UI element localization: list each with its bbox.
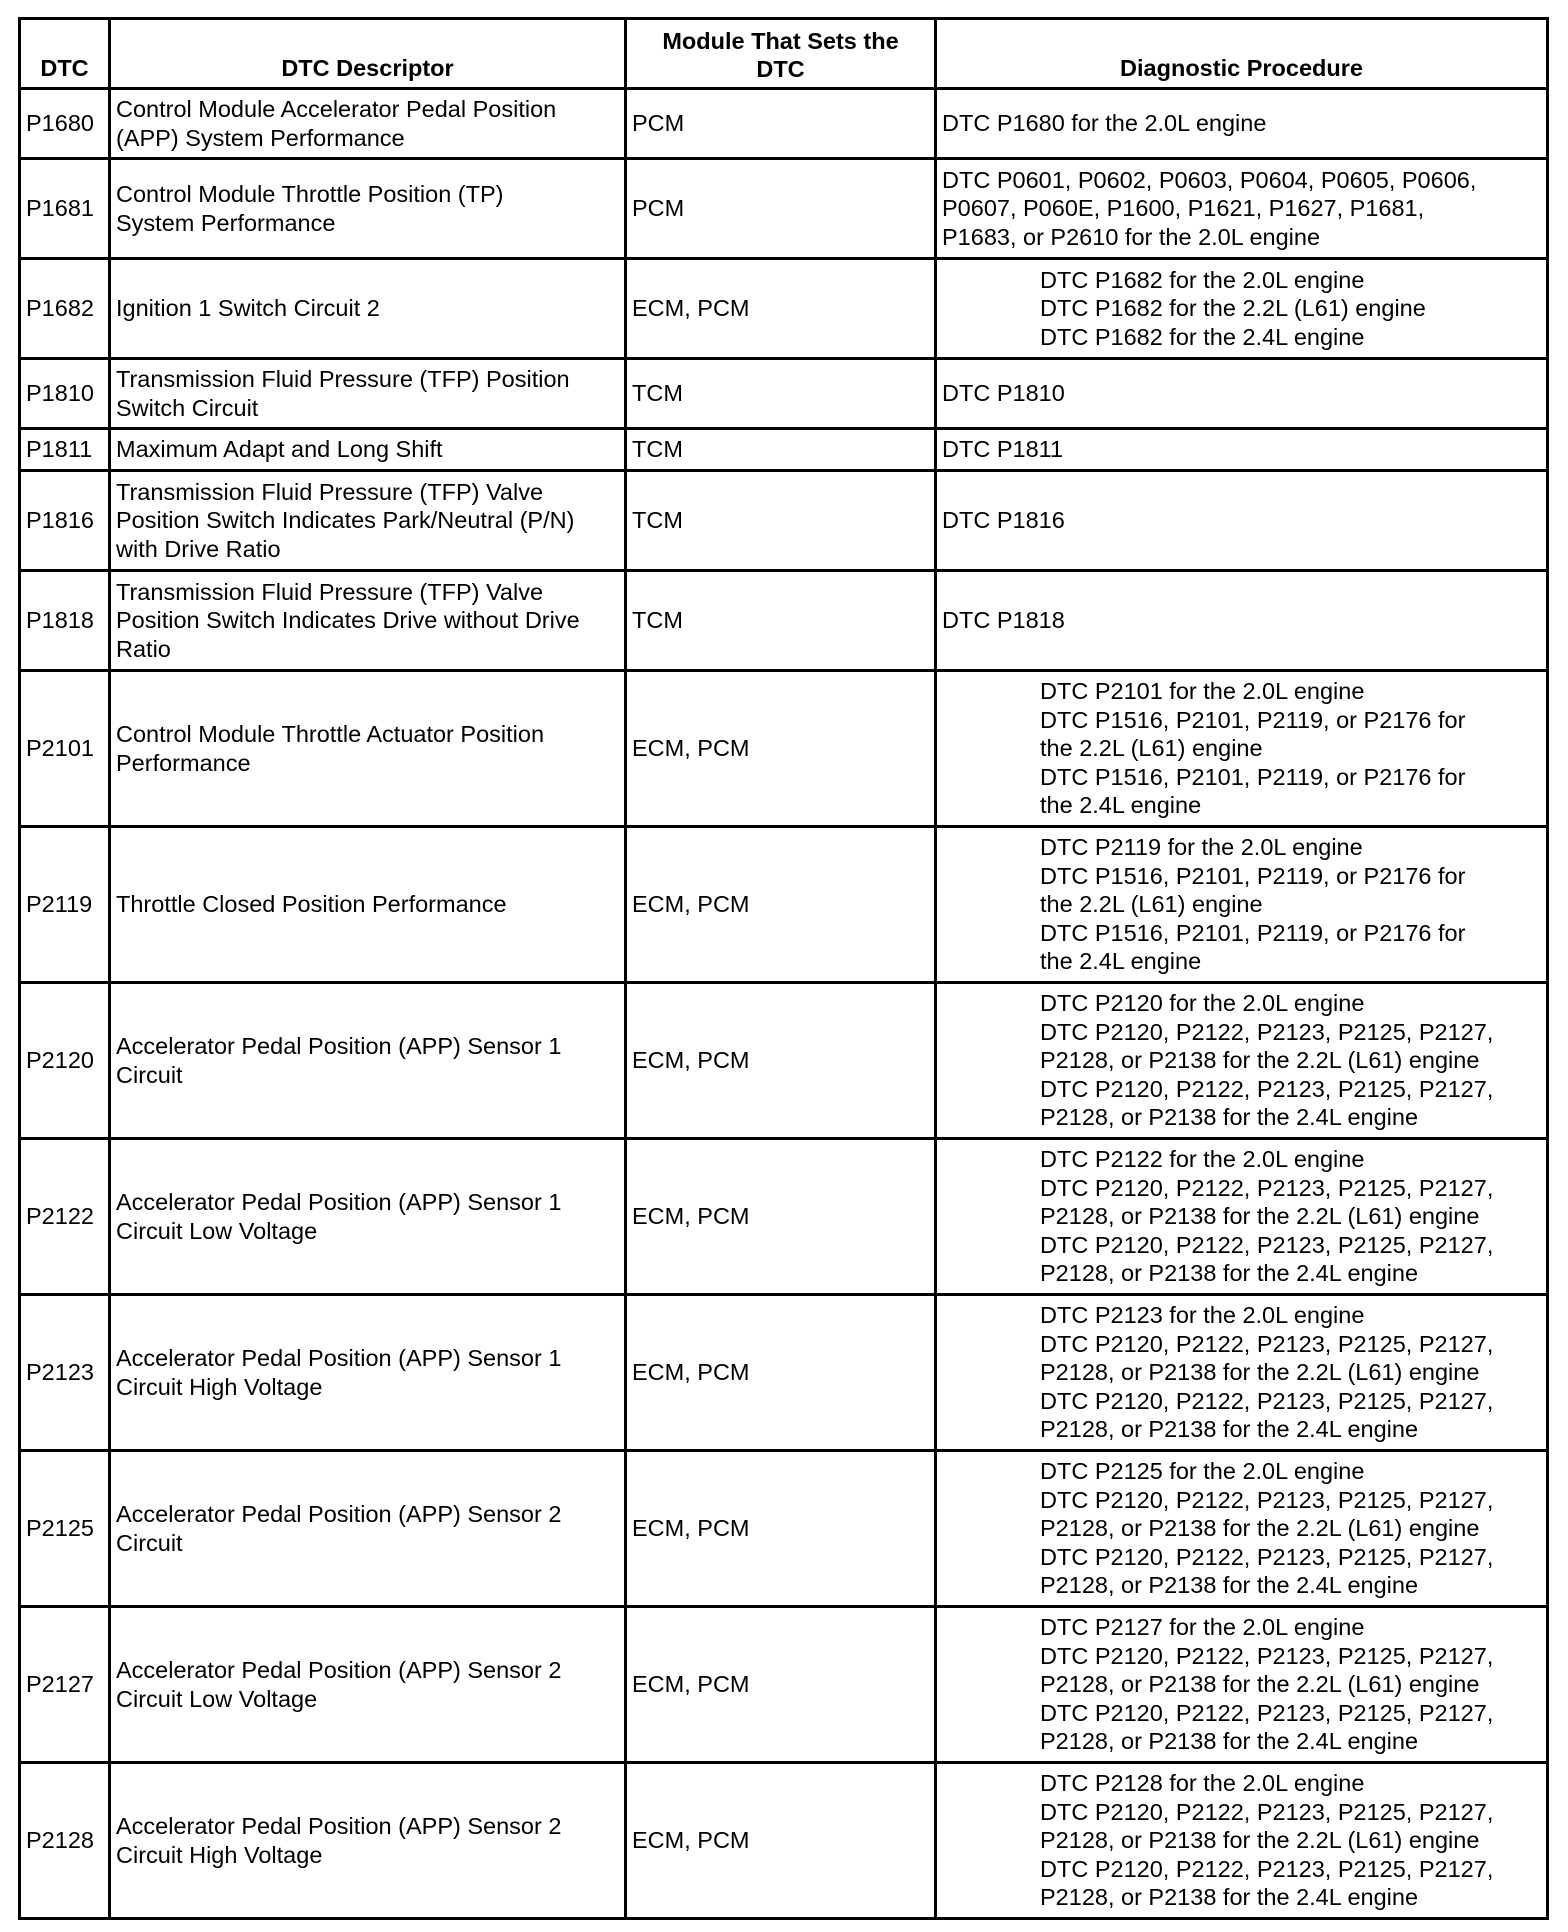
- cell-descriptor: [110, 471, 626, 571]
- procedure-line: DTC P2119 for the 2.0L engine: [1040, 834, 1363, 861]
- table-row: [20, 429, 1548, 471]
- cell-descriptor: [110, 359, 626, 429]
- cell-descriptor: [110, 571, 626, 671]
- procedure-line: DTC P1516, P2101, P2119, or P2176 for: [1040, 706, 1466, 733]
- cell-procedure: [936, 429, 1548, 471]
- procedure-line: DTC P2122 for the 2.0L engine: [1040, 1146, 1365, 1173]
- cell-procedure: [936, 159, 1548, 259]
- procedure-line: DTC P0601, P0602, P0603, P0604, P0605, P0606,: [942, 166, 1477, 193]
- cell-procedure: [936, 671, 1548, 827]
- procedure-line: DTC P2120, P2122, P2123, P2125, P2127,: [1040, 1330, 1494, 1357]
- cell-procedure: [936, 359, 1548, 429]
- descriptor-line: Transmission Fluid Pressure (TFP) Valve: [116, 478, 544, 505]
- procedure-line: the 2.2L (L61) engine: [1040, 891, 1263, 918]
- descriptor-line: Accelerator Pedal Position (APP) Sensor 1: [116, 1032, 562, 1059]
- cell-descriptor: [110, 1139, 626, 1295]
- cell-module: ECM, PCM: [626, 1451, 936, 1607]
- cell-module: TCM: [626, 571, 936, 671]
- procedure-line: DTC P2128 for the 2.0L engine: [1040, 1770, 1365, 1797]
- table-row: [20, 159, 1548, 259]
- descriptor-line: Position Switch Indicates Drive without Drive: [116, 607, 580, 634]
- table-row: [20, 827, 1548, 983]
- cell-descriptor: [110, 89, 626, 159]
- procedure-line: DTC P2120, P2122, P2123, P2125, P2127,: [1040, 1174, 1494, 1201]
- procedure-line: DTC P2120, P2122, P2123, P2125, P2127,: [1040, 1699, 1494, 1726]
- cell-procedure: [936, 1763, 1548, 1919]
- procedure-line: DTC P1680 for the 2.0L engine: [942, 110, 1267, 137]
- procedure-line: the 2.2L (L61) engine: [1040, 735, 1263, 762]
- procedure-line: DTC P2120, P2122, P2123, P2125, P2127,: [1040, 1543, 1494, 1570]
- table-row: [20, 571, 1548, 671]
- cell-dtc: P2120: [20, 983, 110, 1139]
- procedure-line: DTC P1516, P2101, P2119, or P2176 for: [1040, 919, 1466, 946]
- cell-descriptor: [110, 983, 626, 1139]
- descriptor-line: Accelerator Pedal Position (APP) Sensor 1: [116, 1344, 562, 1371]
- procedure-line: DTC P1816: [942, 507, 1065, 534]
- descriptor-line: Switch Circuit: [116, 394, 259, 421]
- table-row: [20, 359, 1548, 429]
- cell-module: ECM, PCM: [626, 1295, 936, 1451]
- cell-descriptor: [110, 1763, 626, 1919]
- descriptor-line: Circuit: [116, 1529, 183, 1556]
- descriptor-line: (APP) System Performance: [116, 124, 405, 151]
- procedure-line: DTC P1682 for the 2.4L engine: [1040, 323, 1365, 350]
- procedure-line: P2128, or P2138 for the 2.4L engine: [1040, 1572, 1419, 1599]
- table-row: [20, 671, 1548, 827]
- cell-dtc: P2119: [20, 827, 110, 983]
- cell-procedure: [936, 1451, 1548, 1607]
- header-module: [626, 19, 936, 89]
- cell-procedure: [936, 571, 1548, 671]
- cell-module: ECM, PCM: [626, 1763, 936, 1919]
- procedure-line: DTC P2120, P2122, P2123, P2125, P2127,: [1040, 1075, 1494, 1102]
- dtc-table-container: [18, 17, 1546, 1920]
- cell-descriptor: [110, 1451, 626, 1607]
- cell-descriptor: [110, 259, 626, 359]
- table-row: [20, 1763, 1548, 1919]
- procedure-line: P2128, or P2138 for the 2.4L engine: [1040, 1728, 1419, 1755]
- cell-descriptor: [110, 1295, 626, 1451]
- cell-dtc: P2128: [20, 1763, 110, 1919]
- procedure-line: DTC P2120, P2122, P2123, P2125, P2127,: [1040, 1855, 1494, 1882]
- procedure-line: DTC P1516, P2101, P2119, or P2176 for: [1040, 763, 1466, 790]
- descriptor-line: Circuit Low Voltage: [116, 1217, 318, 1244]
- procedure-line: P1683, or P2610 for the 2.0L engine: [942, 223, 1321, 250]
- cell-module: ECM, PCM: [626, 983, 936, 1139]
- cell-dtc: P2125: [20, 1451, 110, 1607]
- procedure-line: DTC P2120, P2122, P2123, P2125, P2127,: [1040, 1387, 1494, 1414]
- procedure-line: DTC P2125 for the 2.0L engine: [1040, 1458, 1365, 1485]
- procedure-line: DTC P1818: [942, 607, 1065, 634]
- procedure-line: DTC P2120, P2122, P2123, P2125, P2127,: [1040, 1642, 1494, 1669]
- descriptor-line: Circuit High Voltage: [116, 1841, 323, 1868]
- cell-procedure: [936, 1607, 1548, 1763]
- cell-procedure: [936, 259, 1548, 359]
- descriptor-line: Transmission Fluid Pressure (TFP) Position: [116, 365, 570, 392]
- table-row: [20, 1607, 1548, 1763]
- cell-dtc: P1811: [20, 429, 110, 471]
- cell-module: TCM: [626, 471, 936, 571]
- cell-module: ECM, PCM: [626, 259, 936, 359]
- descriptor-line: Performance: [116, 749, 251, 776]
- procedure-line: DTC P2120, P2122, P2123, P2125, P2127,: [1040, 1018, 1494, 1045]
- procedure-line: P2128, or P2138 for the 2.2L (L61) engine: [1040, 1047, 1480, 1074]
- cell-module: ECM, PCM: [626, 1607, 936, 1763]
- procedure-line: DTC P2101 for the 2.0L engine: [1040, 678, 1365, 705]
- descriptor-line: Control Module Throttle Actuator Position: [116, 720, 545, 747]
- header-row: [20, 19, 1548, 89]
- procedure-line: DTC P1811: [942, 436, 1064, 463]
- procedure-line: DTC P2123 for the 2.0L engine: [1040, 1302, 1365, 1329]
- header-dtc: DTC: [20, 19, 110, 89]
- cell-module: TCM: [626, 359, 936, 429]
- cell-module: ECM, PCM: [626, 1139, 936, 1295]
- procedure-line: P2128, or P2138 for the 2.2L (L61) engine: [1040, 1515, 1480, 1542]
- descriptor-line: Ratio: [116, 635, 171, 662]
- descriptor-line: Accelerator Pedal Position (APP) Sensor 2: [116, 1500, 562, 1527]
- table-body: [20, 89, 1548, 1919]
- procedure-line: DTC P2127 for the 2.0L engine: [1040, 1614, 1365, 1641]
- descriptor-line: Accelerator Pedal Position (APP) Sensor 2: [116, 1812, 562, 1839]
- cell-dtc: P1680: [20, 89, 110, 159]
- table-row: [20, 1139, 1548, 1295]
- descriptor-line: Ignition 1 Switch Circuit 2: [116, 295, 380, 322]
- descriptor-line: System Performance: [116, 209, 336, 236]
- table-row: [20, 983, 1548, 1139]
- table-row: [20, 89, 1548, 159]
- cell-procedure: [936, 827, 1548, 983]
- procedure-line: the 2.4L engine: [1040, 792, 1202, 819]
- procedure-line: DTC P1682 for the 2.2L (L61) engine: [1040, 295, 1426, 322]
- cell-module: ECM, PCM: [626, 671, 936, 827]
- cell-dtc: P1818: [20, 571, 110, 671]
- cell-descriptor: [110, 1607, 626, 1763]
- descriptor-line: Throttle Closed Position Performance: [116, 891, 507, 918]
- cell-procedure: [936, 1295, 1548, 1451]
- table-row: [20, 1451, 1548, 1607]
- descriptor-line: with Drive Ratio: [116, 535, 281, 562]
- descriptor-line: Maximum Adapt and Long Shift: [116, 436, 443, 463]
- procedure-line: DTC P1810: [942, 380, 1065, 407]
- cell-module: PCM: [626, 159, 936, 259]
- cell-dtc: P2122: [20, 1139, 110, 1295]
- header-module-line1: Module That Sets the: [662, 28, 899, 54]
- cell-descriptor: [110, 429, 626, 471]
- procedure-line: P2128, or P2138 for the 2.2L (L61) engine: [1040, 1671, 1480, 1698]
- dtc-table: [18, 17, 1549, 1920]
- procedure-line: DTC P2120, P2122, P2123, P2125, P2127,: [1040, 1231, 1494, 1258]
- procedure-line: P2128, or P2138 for the 2.4L engine: [1040, 1884, 1419, 1911]
- cell-dtc: P1816: [20, 471, 110, 571]
- descriptor-line: Transmission Fluid Pressure (TFP) Valve: [116, 578, 544, 605]
- cell-dtc: P2101: [20, 671, 110, 827]
- header-procedure: Diagnostic Procedure: [936, 19, 1548, 89]
- procedure-line: P2128, or P2138 for the 2.2L (L61) engine: [1040, 1359, 1480, 1386]
- table-row: [20, 259, 1548, 359]
- procedure-line: the 2.4L engine: [1040, 948, 1202, 975]
- descriptor-line: Position Switch Indicates Park/Neutral (P/N): [116, 507, 575, 534]
- descriptor-line: Accelerator Pedal Position (APP) Sensor 1: [116, 1188, 562, 1215]
- cell-procedure: [936, 1139, 1548, 1295]
- header-module-line2: DTC: [756, 56, 805, 82]
- cell-module: ECM, PCM: [626, 827, 936, 983]
- procedure-line: DTC P1682 for the 2.0L engine: [1040, 266, 1365, 293]
- table-row: [20, 471, 1548, 571]
- cell-procedure: [936, 471, 1548, 571]
- procedure-line: P2128, or P2138 for the 2.2L (L61) engine: [1040, 1827, 1480, 1854]
- cell-descriptor: [110, 159, 626, 259]
- cell-dtc: P1681: [20, 159, 110, 259]
- cell-module: TCM: [626, 429, 936, 471]
- procedure-line: P2128, or P2138 for the 2.4L engine: [1040, 1260, 1419, 1287]
- cell-procedure: [936, 89, 1548, 159]
- header-descriptor: DTC Descriptor: [110, 19, 626, 89]
- procedure-line: P2128, or P2138 for the 2.4L engine: [1040, 1104, 1419, 1131]
- cell-dtc: P1682: [20, 259, 110, 359]
- cell-descriptor: [110, 671, 626, 827]
- procedure-line: DTC P1516, P2101, P2119, or P2176 for: [1040, 862, 1466, 889]
- cell-dtc: P1810: [20, 359, 110, 429]
- cell-dtc: P2127: [20, 1607, 110, 1763]
- cell-module: PCM: [626, 89, 936, 159]
- table-row: [20, 1295, 1548, 1451]
- procedure-line: DTC P2120 for the 2.0L engine: [1040, 990, 1365, 1017]
- cell-descriptor: [110, 827, 626, 983]
- descriptor-line: Accelerator Pedal Position (APP) Sensor 2: [116, 1656, 562, 1683]
- procedure-line: P2128, or P2138 for the 2.2L (L61) engine: [1040, 1203, 1480, 1230]
- descriptor-line: Control Module Accelerator Pedal Position: [116, 95, 557, 122]
- cell-dtc: P2123: [20, 1295, 110, 1451]
- procedure-line: P2128, or P2138 for the 2.4L engine: [1040, 1416, 1419, 1443]
- procedure-line: P0607, P060E, P1600, P1621, P1627, P1681,: [942, 195, 1425, 222]
- cell-procedure: [936, 983, 1548, 1139]
- descriptor-line: Circuit High Voltage: [116, 1373, 323, 1400]
- procedure-line: DTC P2120, P2122, P2123, P2125, P2127,: [1040, 1486, 1494, 1513]
- descriptor-line: Circuit: [116, 1061, 183, 1088]
- procedure-line: DTC P2120, P2122, P2123, P2125, P2127,: [1040, 1798, 1494, 1825]
- descriptor-line: Control Module Throttle Position (TP): [116, 180, 504, 207]
- descriptor-line: Circuit Low Voltage: [116, 1685, 318, 1712]
